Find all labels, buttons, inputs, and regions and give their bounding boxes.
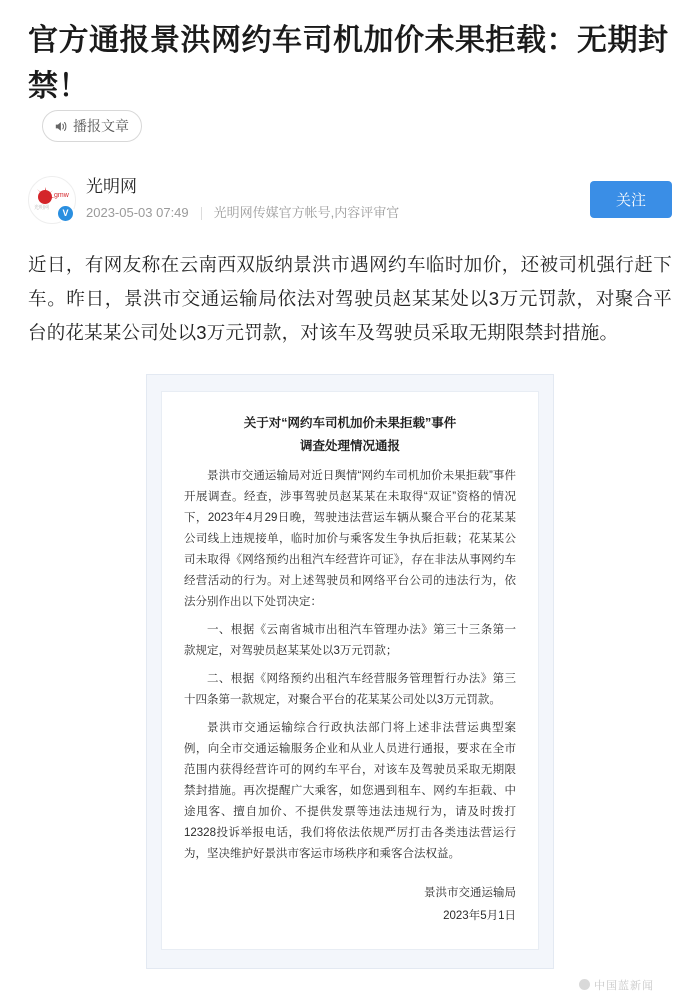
credential-text: 光明网传媒官方帐号,内容评审官 bbox=[213, 205, 400, 220]
notice-paragraph: 景洪市交通运输局对近日舆情“网约车司机加价未果拒载”事件开展调查。经查，涉事驾驶员赵某某在未取得“双证”资格的情况下，2023年4月29日晚，驾驶违法营运车辆从聚合平台的花某某公司线上违规接单，临时加价与乘客发生争执后拒载；花某某公司未取得《网络预约出租汽车经营许可证》，存在非法从事网约车经营活动的行为。对上述驾驶员和网络平台公司的违法行为，依法分别作出以下处罚决定： bbox=[184, 470, 516, 608]
notice-date: 2023年5月1日 bbox=[443, 910, 516, 922]
notice-paragraph: 二、根据《网络预约出租汽车经营服务管理暂行办法》第三十四条第一款规定，对聚合平台的花某某公司处以3万元罚款。 bbox=[184, 673, 516, 706]
notice-signature: 景洪市交通运输局 bbox=[424, 887, 516, 899]
watermark bbox=[28, 969, 672, 1003]
svg-text:gmw: gmw bbox=[54, 192, 69, 199]
watermark-text: 中国蓝新闻 bbox=[594, 980, 654, 992]
source-name[interactable]: 光明网 bbox=[86, 177, 137, 196]
title-block bbox=[28, 18, 672, 150]
notice-document-body bbox=[161, 391, 539, 950]
svg-text:光明网: 光明网 bbox=[34, 205, 50, 211]
timestamp: 2023-05-03 07:49 bbox=[86, 205, 189, 220]
article-meta bbox=[28, 176, 672, 222]
play-article-button[interactable] bbox=[42, 110, 142, 142]
article-body-paragraph: 近日，有网友称在云南西双版纳景洪市遇网约车临时加价，还被司机强行赶下车。昨日，景洪市交通运输局依法对驾驶员赵某某处以3万元罚款，对聚合平台的花某某公司处以3万元罚款，对该车及驾驶员采取无期限禁封措施。 bbox=[28, 254, 672, 343]
page-title: 官方通报景洪网约车司机加价未果拒载：无期封禁！ bbox=[28, 24, 669, 103]
notice-paragraph: 一、根据《云南省城市出租汽车管理办法》第三十三条第一款规定，对驾驶员赵某某处以3万元罚款； bbox=[184, 624, 516, 657]
speaker-icon bbox=[53, 119, 68, 134]
avatar[interactable] bbox=[28, 176, 74, 222]
notice-heading-1: 关于对“网约车司机加价未果拒载”事件 bbox=[243, 416, 457, 430]
follow-button[interactable]: 关注 bbox=[590, 181, 672, 218]
play-article-label: 播报文章 bbox=[73, 118, 129, 134]
watermark-logo-icon bbox=[579, 979, 590, 990]
meta-divider bbox=[201, 207, 202, 220]
notice-document-image[interactable] bbox=[146, 374, 554, 969]
verified-badge-icon: V bbox=[56, 204, 75, 223]
meta-texts bbox=[86, 176, 590, 222]
notice-paragraph: 景洪市交通运输综合行政执法部门将上述非法营运典型案例，向全市交通运输服务企业和从业人员进行通报，要求在全市范围内获得经营许可的网约车平台，对该车及驾驶员采取无期限禁封措施。再次提醒广大乘客，如您遇到租车、网约车拒载、中途甩客、擅自加价、不提供发票等违法违规行为，请及时拨打12328投诉举报电话，我们将依法依规严厉打击各类违法营运行为，坚决维护好景洪市客运市场秩序和乘客合法权益。 bbox=[184, 722, 516, 860]
notice-heading-2: 调查处理情况通报 bbox=[299, 439, 400, 453]
meta-subline bbox=[86, 204, 590, 222]
